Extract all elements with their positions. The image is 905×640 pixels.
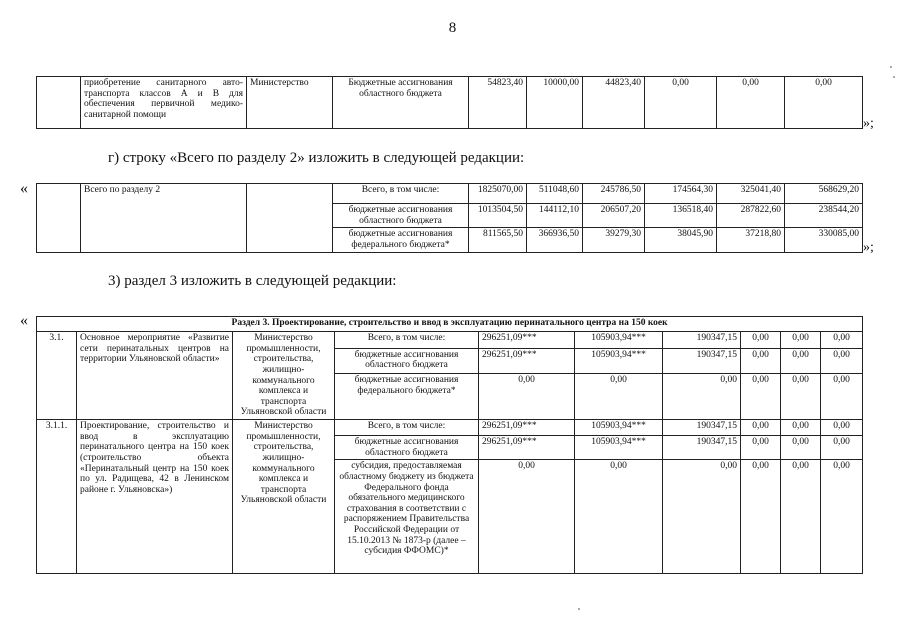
page-number: 8 <box>448 20 457 36</box>
table-section3 <box>36 316 863 574</box>
opening-quote: « <box>20 312 28 329</box>
item-number: 3.1.1. <box>37 420 77 574</box>
section-title: Раздел 3. Проектирование, строительство и ввод в эксплуатацию перинатального центра на 150 коек <box>37 317 863 332</box>
heading-g: г) строку «Всего по разделу 2» изложить в следующей редакции: <box>108 150 525 166</box>
value-cell: 330085,00 <box>785 228 863 252</box>
table-row <box>37 317 863 332</box>
closing-quote: »; <box>863 116 874 131</box>
table-row <box>37 420 863 436</box>
value-cell: 105903,94*** <box>575 420 663 436</box>
item-name: приобретение санитарного авто-транспорта классов А и В для обеспечения первичной медико-санитарной помощи <box>81 77 247 129</box>
value-cell: 0,00 <box>741 436 781 460</box>
value-cell: 296251,09*** <box>479 332 575 349</box>
executor: Министерство промышленности, строительства, жилищно-коммунального комплекса и транспорта Ульяновской области <box>233 332 335 420</box>
executor: Министерство промышленности, строительства, жилищно-коммунального комплекса и транспорта Ульяновской области <box>233 420 335 574</box>
value-cell: 0,00 <box>741 374 781 420</box>
item-name: Всего по разделу 2 <box>81 184 247 253</box>
scan-speck <box>578 608 580 610</box>
funding-source: Всего, в том числе: <box>333 184 469 204</box>
closing-quote: »; <box>863 240 874 255</box>
value-cell: 296251,09*** <box>479 420 575 436</box>
funding-source: субсидия, предоставляемая областному бюджету из бюджета Федерального фонда обязательного медицинского страхования в соответствии с распоряжением Правительства Российской Федерации от 15.10.2013 № 1873-р (далее – субсидия ФФОМС)* <box>335 460 479 574</box>
value-cell: 190347,15 <box>663 332 741 349</box>
value-cell: 0,00 <box>821 348 863 373</box>
funding-source: бюджетные ассигнования областного бюджета <box>333 204 469 228</box>
value-cell: 1013504,50 <box>469 204 527 228</box>
value-cell: 0,00 <box>741 420 781 436</box>
value-cell: 0,00 <box>479 374 575 420</box>
value-cell: 0,00 <box>741 332 781 349</box>
opening-quote: « <box>20 180 28 197</box>
table-row <box>37 77 863 129</box>
value-cell: 44823,40 <box>583 77 645 129</box>
value-cell: 190347,15 <box>663 348 741 373</box>
item-number: 3.1. <box>37 332 77 420</box>
value-cell: 174564,30 <box>645 184 717 204</box>
value-cell: 54823,40 <box>469 77 527 129</box>
funding-source: бюджетные ассигнования федерального бюджета* <box>335 374 479 420</box>
value-cell: 245786,50 <box>583 184 645 204</box>
value-cell: 238544,20 <box>785 204 863 228</box>
value-cell: 0,00 <box>645 77 717 129</box>
value-cell: 0,00 <box>717 77 785 129</box>
value-cell: 206507,20 <box>583 204 645 228</box>
item-name: Основное мероприятие «Развитие сети перинатальных центров на территории Ульяновской области» <box>77 332 233 420</box>
value-cell: 0,00 <box>821 420 863 436</box>
funding-source: бюджетные ассигнования областного бюджета <box>335 348 479 373</box>
scan-speck <box>893 76 895 78</box>
value-cell: 0,00 <box>479 460 575 574</box>
funding-source: Всего, в том числе: <box>335 332 479 349</box>
value-cell: 0,00 <box>821 374 863 420</box>
table-row <box>37 332 863 349</box>
value-cell: 568629,20 <box>785 184 863 204</box>
value-cell: 0,00 <box>821 332 863 349</box>
value-cell: 37218,80 <box>717 228 785 252</box>
scan-speck <box>890 66 892 68</box>
value-cell: 38045,90 <box>645 228 717 252</box>
value-cell: 105903,94*** <box>575 332 663 349</box>
value-cell: 190347,15 <box>663 436 741 460</box>
funding-source: бюджетные ассигнования областного бюджета <box>335 436 479 460</box>
table-section2-tail <box>36 76 863 129</box>
value-cell: 0,00 <box>741 348 781 373</box>
value-cell: 296251,09*** <box>479 348 575 373</box>
value-cell: 511048,60 <box>527 184 583 204</box>
value-cell: 105903,94*** <box>575 436 663 460</box>
value-cell: 0,00 <box>821 436 863 460</box>
value-cell: 366936,50 <box>527 228 583 252</box>
value-cell: 136518,40 <box>645 204 717 228</box>
value-cell: 296251,09*** <box>479 436 575 460</box>
value-cell: 0,00 <box>785 77 863 129</box>
value-cell: 0,00 <box>781 460 821 574</box>
value-cell: 0,00 <box>575 460 663 574</box>
value-cell: 0,00 <box>781 348 821 373</box>
value-cell: 0,00 <box>781 374 821 420</box>
value-cell: 287822,60 <box>717 204 785 228</box>
value-cell: 10000,00 <box>527 77 583 129</box>
value-cell: 811565,50 <box>469 228 527 252</box>
value-cell: 144112,10 <box>527 204 583 228</box>
value-cell: 0,00 <box>663 374 741 420</box>
value-cell: 0,00 <box>741 460 781 574</box>
value-cell: 0,00 <box>781 436 821 460</box>
value-cell: 0,00 <box>781 332 821 349</box>
value-cell: 190347,15 <box>663 420 741 436</box>
value-cell: 0,00 <box>821 460 863 574</box>
heading-3: 3) раздел 3 изложить в следующей редакции: <box>108 273 397 289</box>
table-total-section2 <box>36 183 863 253</box>
value-cell: 0,00 <box>663 460 741 574</box>
value-cell: 1825070,00 <box>469 184 527 204</box>
funding-source: Всего, в том числе: <box>335 420 479 436</box>
value-cell: 39279,30 <box>583 228 645 252</box>
executor: Министерство <box>247 77 333 129</box>
value-cell: 105903,94*** <box>575 348 663 373</box>
value-cell: 325041,40 <box>717 184 785 204</box>
funding-source: бюджетные ассигнования федерального бюджета* <box>333 228 469 252</box>
funding-source: Бюджетные ассигнования областного бюджета <box>333 77 469 129</box>
item-name: Проектирование, строительство и ввод в эксплуатацию перинатального центра на 150 коек (строительство объекта «Перинатальный центр на 150 коек по ул. Радищева, 42 в Ленинском районе г. Ульяновска») <box>77 420 233 574</box>
value-cell: 0,00 <box>781 420 821 436</box>
table-row <box>37 184 863 204</box>
value-cell: 0,00 <box>575 374 663 420</box>
